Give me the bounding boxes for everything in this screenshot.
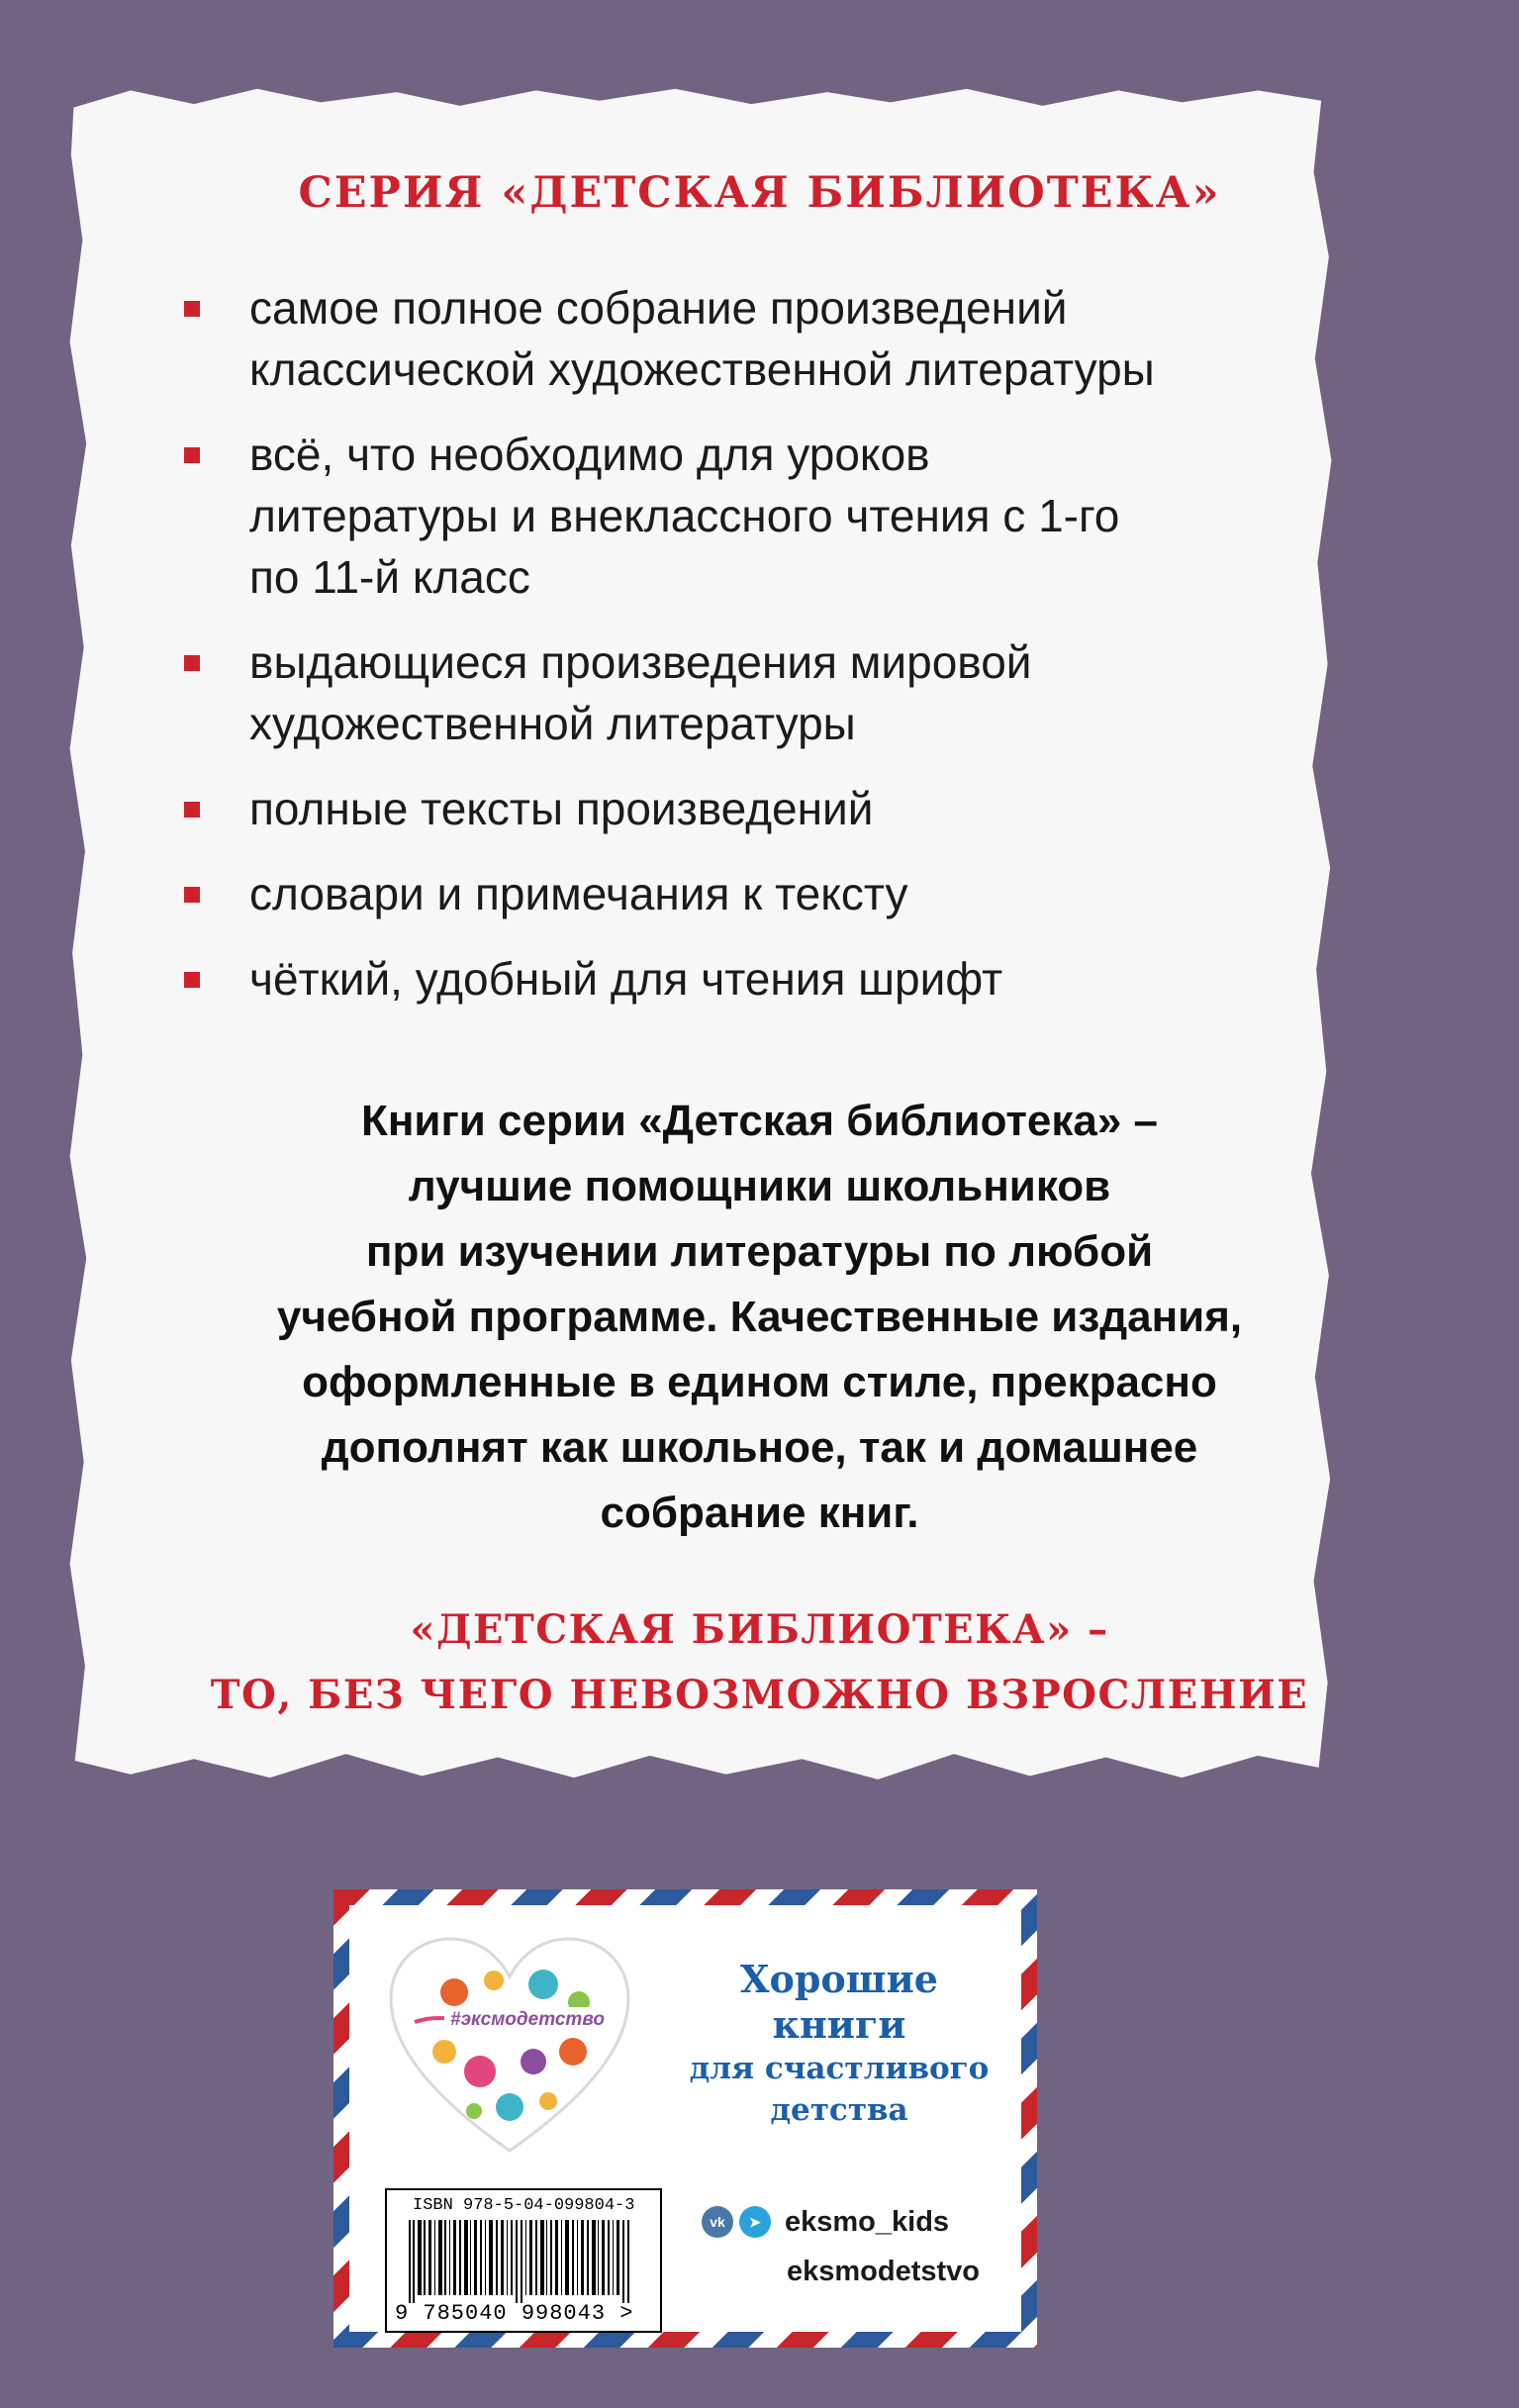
promo-line: при изучении литературы по любой — [365, 1227, 1154, 1276]
feature-text: самое полное собрание произведений классической художественной литературы — [249, 282, 1155, 395]
isbn-label: ISBN 978-5-04-099804-3 — [413, 2196, 635, 2215]
slogan-line: детства — [770, 2092, 908, 2128]
slogan-line: Хорошие — [740, 1957, 938, 2001]
heart-icon — [385, 1933, 634, 2157]
promo-line: собрание книг. — [600, 1489, 919, 1537]
tagline — [0, 1597, 1519, 1728]
list-item — [184, 631, 1180, 754]
bullet-icon — [184, 887, 200, 903]
isbn-digits: 9 785040 998043 > — [395, 2301, 634, 2326]
list-item — [184, 948, 1292, 1010]
series-title: СЕРИЯ «ДЕТСКАЯ БИБЛИОТЕКА» — [298, 168, 1221, 218]
feature-text: всё, что необходимо для уроков литературы и внеклассного чтения с 1-го по 11-й класс — [249, 429, 1120, 603]
card-slogan — [676, 1957, 1002, 2131]
promo-line: учебной программе. Качественные издания, — [276, 1293, 1243, 1341]
list-item — [184, 778, 1292, 839]
airmail-card — [333, 1889, 1037, 2348]
bullet-icon — [184, 447, 200, 463]
hashtag-label: #эксмодетство — [444, 2007, 611, 2033]
feature-text: словари и примечания к тексту — [249, 868, 908, 919]
bullet-icon — [184, 301, 200, 317]
list-item — [184, 424, 1120, 608]
bullet-icon — [184, 972, 200, 988]
feature-text: выдающиеся произведения мировой художественной литературы — [249, 636, 1032, 749]
telegram-icon[interactable]: ➤ — [739, 2206, 771, 2238]
promo-line: оформленные в едином стиле, прекрасно — [302, 1358, 1217, 1406]
social-handle[interactable]: eksmo_kids — [785, 2205, 950, 2238]
feature-text: полные тексты произведений — [249, 783, 874, 834]
slogan-line: книги — [772, 2002, 906, 2047]
social-links — [702, 2198, 1008, 2288]
feature-text: чёткий, удобный для чтения шрифт — [249, 953, 1003, 1005]
slogan-line: для счастливого — [689, 2051, 990, 2086]
promo-paragraph — [119, 1089, 1400, 1546]
social-row — [702, 2198, 1008, 2246]
list-item — [184, 863, 1292, 924]
promo-line: Книги серии «Детская библиотека» – — [360, 1097, 1159, 1145]
bullet-icon — [184, 655, 200, 671]
feature-list — [184, 277, 1292, 1033]
tagline-line: «ДЕТСКАЯ БИБЛИОТЕКА» – — [410, 1606, 1109, 1653]
promo-line: дополнят как школьное, так и домашнее — [321, 1423, 1198, 1472]
bullet-icon — [184, 802, 200, 818]
site-handle[interactable]: eksmodetstvo — [787, 2256, 981, 2287]
vk-icon[interactable]: vk — [702, 2206, 733, 2238]
list-item — [184, 277, 1239, 400]
barcode-icon — [409, 2220, 636, 2303]
heart-logo — [385, 1933, 634, 2157]
isbn-barcode — [385, 2188, 662, 2333]
card-inner — [349, 1905, 1021, 2332]
tagline-line: ТО, БЕЗ ЧЕГО НЕВОЗМОЖНО ВЗРОСЛЕНИЕ — [210, 1672, 1309, 1718]
promo-line: лучшие помощники школьников — [408, 1162, 1111, 1210]
